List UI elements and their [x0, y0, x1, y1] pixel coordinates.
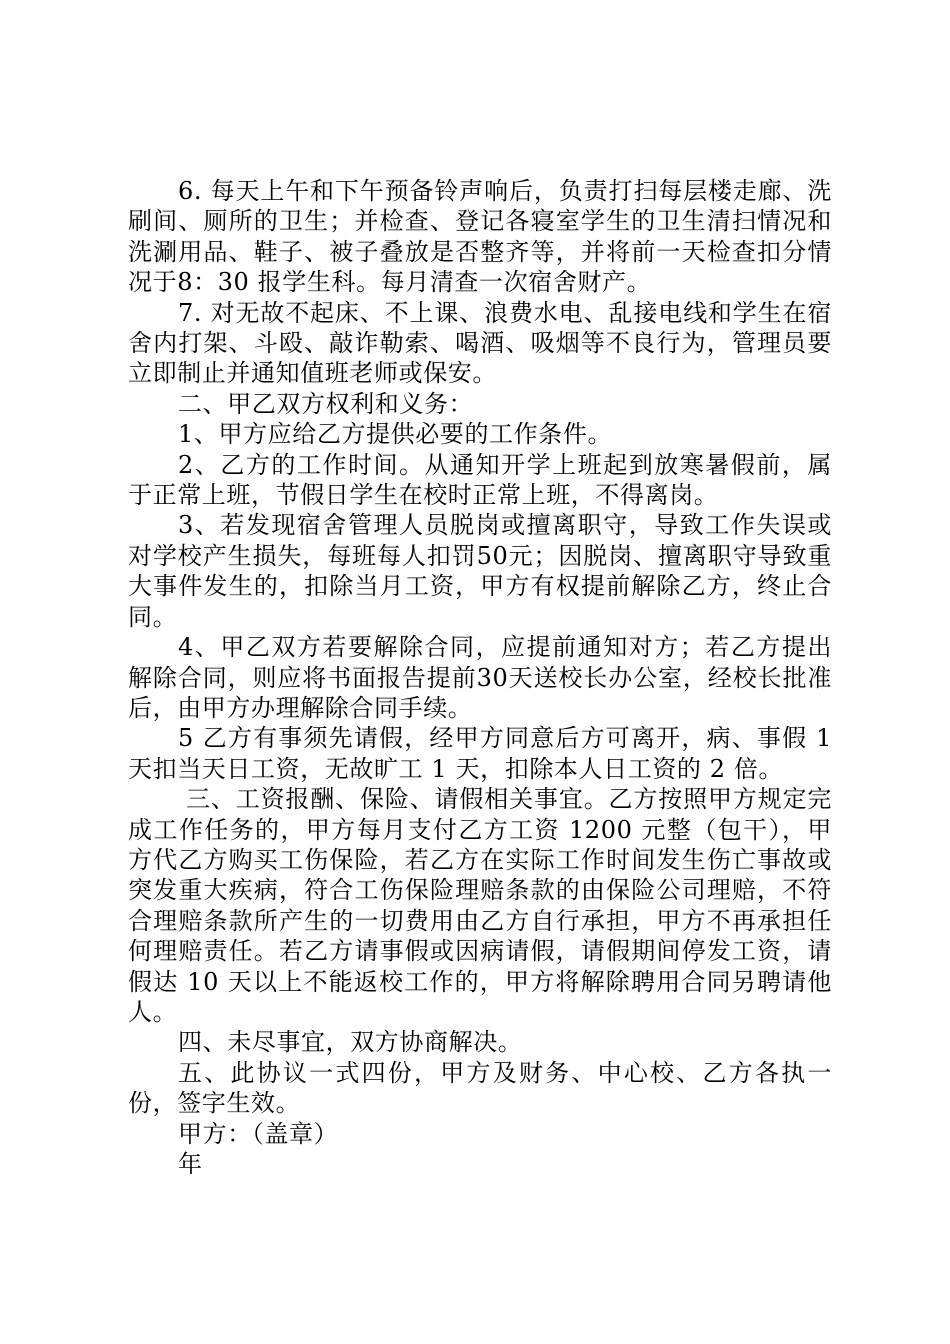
- paragraph-duty-6: 6. 每天上午和下午预备铃声响后，负责打扫每层楼走廊、洗刷间、厕所的卫生；并检查、登记各寝室学生的卫生清扫情况和洗涮用品、鞋子、被子叠放是否整齐等，并将前一天检查扣分情况于8：30 报学生科。每月清查一次宿舍财产。: [128, 177, 832, 297]
- paragraph-clause-5: 5 乙方有事须先请假，经甲方同意后方可离开，病、事假 1 天扣当天日工资，无故旷工 1 天，扣除本人日工资的 2 倍。: [128, 724, 832, 783]
- paragraph-clause-4: 4、甲乙双方若要解除合同，应提前通知对方；若乙方提出解除合同，则应将书面报告提前30天送校长办公室，经校长批准后，由甲方办理解除合同手续。: [128, 633, 832, 722]
- signature-date-year: 年: [178, 1150, 203, 1178]
- section-copies-effective: 五、此协议一式四份，甲方及财务、中心校、乙方各执一份，签字生效。: [128, 1058, 832, 1118]
- section-unresolved-matters: 四、未尽事宜，双方协商解决。: [178, 1028, 523, 1057]
- paragraph-clause-2: 2、乙方的工作时间。从通知开学上班起到放寒暑假前，属于正常上班，节假日学生在校时正常上班，不得离岗。: [128, 450, 832, 510]
- paragraph-duty-7: 7. 对无故不起床、不上课、浪费水电、乱接电线和学生在宿舍内打架、斗殴、敲诈勒索、喝酒、吸烟等不良行为，管理员要立即制止并通知值班老师或保安。: [128, 298, 832, 388]
- section-salary-insurance-leave: 三、工资报酬、保险、请假相关事宜。乙方按照甲方规定完成工作任务的，甲方每月支付乙方工资 1200 元整（包干），甲方代乙方购买工伤保险，若乙方在实际工作时间发生伤亡事故或突发重大疾病，符合工伤保险理赔条款的由保险公司理赔，不符合理赔条款所产生的一切费用由乙方自行承担，甲方不再承担任何理赔责任。若乙方请事假或因病请假，请假期间停发工资，请假达 10 天以上不能返校工作的，甲方将解除聘用合同另聘请他人。: [128, 785, 832, 1026]
- section-heading-rights-obligations: 二、甲乙双方权利和义务：: [178, 389, 474, 418]
- paragraph-clause-3: 3、若发现宿舍管理人员脱岗或擅离职守，导致工作失误或对学校产生损失，每班每人扣罚50元；因脱岗、擅离职守导致重大事件发生的，扣除当月工资，甲方有权提前解除乙方，终止合同。: [128, 511, 832, 631]
- signature-party-a-seal: 甲方：（盖章）: [178, 1119, 339, 1148]
- document-body: [128, 176, 832, 1179]
- paragraph-clause-1: 1、甲方应给乙方提供必要的工作条件。: [178, 420, 613, 449]
